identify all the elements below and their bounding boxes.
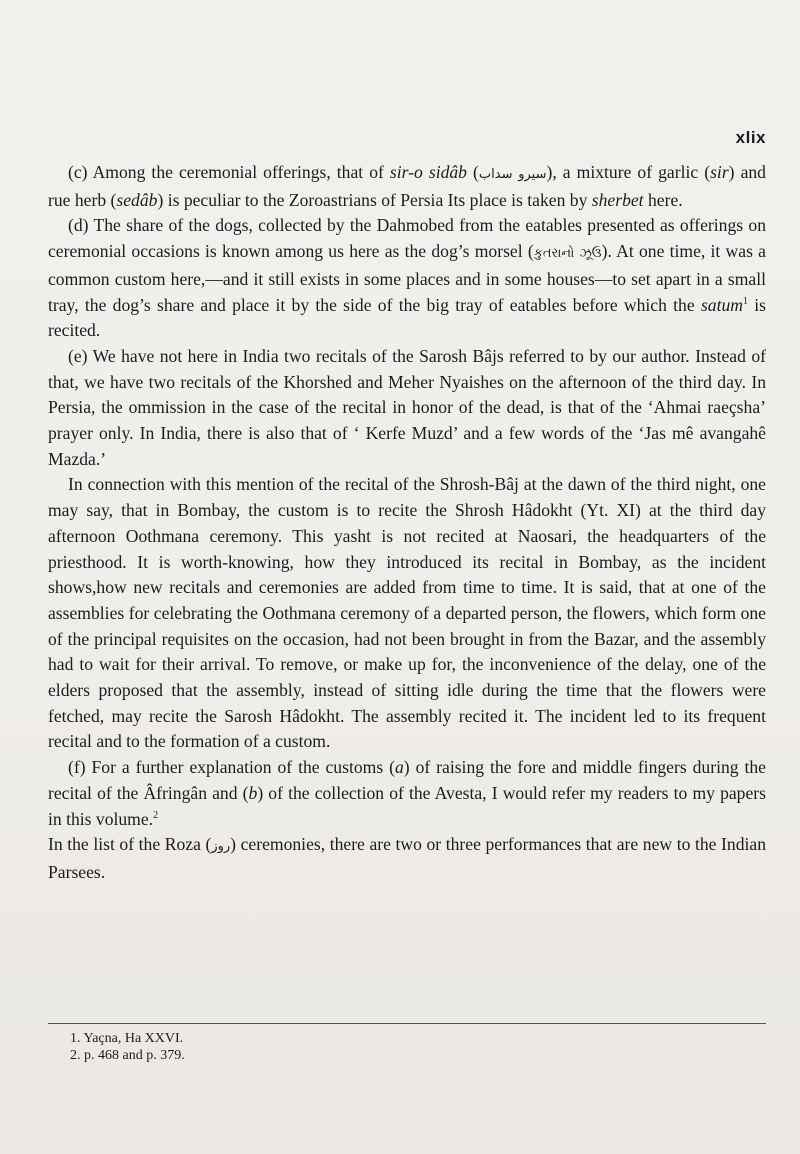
para-label: (d): [68, 215, 89, 236]
para-label: (f): [68, 757, 86, 778]
footnote-2: 2. p. 468 and p. 379.: [70, 1048, 185, 1063]
paragraph-f: (f) For a further explanation of the customs (a) of raising the fore and middle fingers during the recital of the Âfringân and (b) of the collection of the Avesta, I would refer my readers to my papers in this volume.$^2$: [48, 757, 766, 829]
footnote-1: 1. Yaçna, Ha XXVI.: [70, 1031, 184, 1046]
italic-term: sedâb: [116, 189, 158, 210]
para-label: (c): [68, 162, 88, 182]
paragraph-e-continued: In connection with this mention of the recital of the Shrosh-Bâj at the dawn of the third night, one may say, that in Bombay, the custom is to recite the Shrosh Hâdokht (Yt. XI) at the third day afternoon Oothmana ceremony. This yasht is not recited at Naosari, the headquarters of the priesthood. It is worth-knowing, how they introduced its recital in Bombay, as the incident shows,how new recitals and ceremonies are added from time to time. It is said, that at one of the assemblies for celebrating the Oothmana ceremony of a departed person, the flowers, which form one of the principal requisites on the occasion, had not been brought in from the Bazar, and the assembly had to wait for their arrival. To remove, or make up for, the inconvenience of the delay, one of the elders proposed that the assembly, instead of sitting idle during the time that the flowers were fetched, may recite the Sarosh Hâdokht. The assembly recited it. The incident led to its frequent recital and to the formation of a custom.: [48, 474, 766, 752]
paragraph-c: (c) Among the ceremonial offerings, that of sir-o sidâb (سیرو سداب), a mixture of garlic (sir) and rue herb (sedâb) is peculiar to the Zoroastrians of Persia Its place is taken by sherbet here.: [48, 162, 766, 210]
footnote-ref: 1: [742, 295, 748, 307]
para-label: (e): [68, 345, 88, 366]
persian-script: سیرو سداب: [478, 167, 547, 182]
footnote-divider: [48, 1023, 766, 1024]
persian-script: روز: [211, 839, 231, 855]
italic-term: sir: [710, 162, 729, 182]
page-number: xlix: [735, 128, 766, 147]
footnotes: [70, 1030, 570, 1064]
body-text: [48, 160, 766, 886]
italic-term: satum: [700, 294, 743, 315]
italic-term: sir-o sidâb: [389, 162, 467, 182]
footnote-ref: 2: [153, 809, 159, 821]
paragraph-d: (d) The share of the dogs, collected by the Dahmobed from the eatables presented as offerings on ceremonial occasions is known among us here as the dog’s morsel (કુતરાનો ઝૂઉ). At one time, it was a common custom here,—and it still exists in some places and in some houses—to set apart in a small tray, the dog’s share and place it by the side of the big tray of eatables before which the satum$^1$ is recited.: [48, 215, 766, 341]
italic-term: sherbet: [591, 189, 644, 210]
gujarati-script: કુતરાનો ઝૂઉ: [533, 246, 602, 262]
paragraph-roza: In the list of the Roza (روز) ceremonies, there are two or three performances that are new to the Indian Parsees.: [48, 834, 766, 882]
paragraph-e: (e) We have not here in India two recitals of the Sarosh Bâjs referred to by our author. Instead of that, we have two recitals of the Khorshed and Meher Nyaishes on the afternoon of the third day. In Persia, the ommission in the case of the recital in honor of the dead, is that of the ‘Ahmai raeçsha’ prayer only. In India, there is also that of ‘ Kerfe Muzd’ and a few words of the ‘Jas mê avangahê Mazda.’: [48, 345, 766, 469]
